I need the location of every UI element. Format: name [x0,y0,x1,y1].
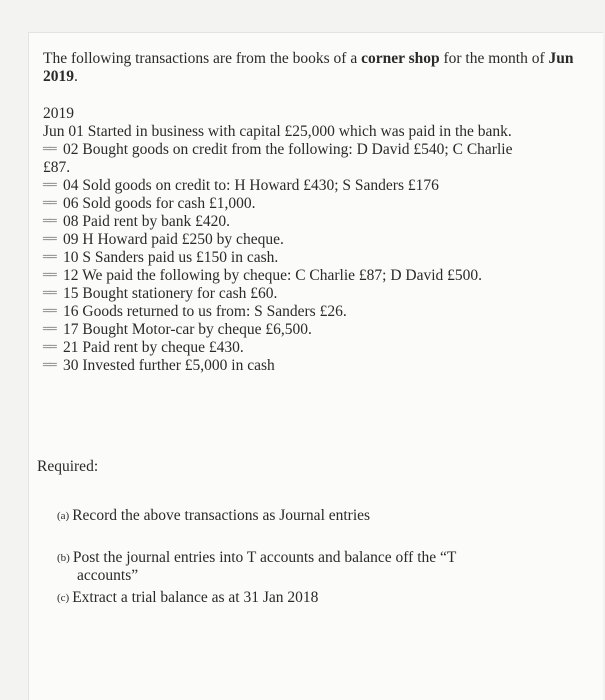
ditto-mark-icon: ══ [43,250,55,265]
transaction-text: 08 Paid rent by bank £420. [63,213,231,230]
intro-text-end: . [74,68,78,85]
intro-paragraph [43,50,588,86]
ditto-mark-icon: ══ [43,322,55,337]
required-heading: Required: [37,458,99,475]
transaction-text: 16 Goods returned to us from: S Sanders £26. [63,303,347,320]
intro-subject: corner shop [361,50,440,67]
transaction-row [43,267,588,285]
transaction-text: 02 Bought goods on credit from the following: D David £540; C Charlie [63,141,513,158]
transaction-row [43,213,588,231]
transaction-text: 04 Sold goods on credit to: H Howard £430; S Sanders £176 [63,177,439,194]
transaction-text: 12 We paid the following by cheque: C Charlie £87; D David £500. [63,267,483,284]
intro-text-middle: for the month of [439,50,549,67]
question-body [43,50,588,375]
requirement-b [57,549,557,585]
ditto-mark-icon: ══ [43,340,55,355]
transaction-row [43,285,588,303]
requirement-text: Extract a trial balance as at 31 Jan 2018 [72,589,319,606]
ditto-mark-icon: ══ [43,304,55,319]
transaction-row [43,141,588,159]
requirement-letter: (a) [57,510,70,522]
ditto-mark-icon: ══ [43,142,55,157]
ditto-mark-icon: ══ [43,214,55,229]
transaction-row-continued: £87. [43,159,71,176]
transaction-row [43,303,588,321]
transaction-text: 21 Paid rent by cheque £430. [63,339,244,356]
ditto-mark-icon: ══ [43,178,55,193]
transaction-row [43,177,588,195]
intro-period: Jun 2019 [43,50,574,85]
transaction-text: 06 Sold goods for cash £1,000. [63,195,256,212]
transaction-text: 10 S Sanders paid us £150 in cash. [63,249,279,266]
year-heading: 2019 [43,105,74,122]
requirement-a [57,507,557,525]
transaction-text: 15 Bought stationery for cash £60. [63,285,278,302]
requirement-text: Post the journal entries into T accounts and balance off the “T [72,549,457,566]
transaction-row [43,231,588,249]
transaction-row [43,339,588,357]
ditto-mark-icon: ══ [43,232,55,247]
requirement-text-continued: accounts” [77,567,139,584]
intro-text: The following transactions are from the books of a [43,50,362,67]
requirement-letter: (b) [57,552,70,564]
transaction-text: 30 Invested further £5,000 in cash [63,357,275,374]
transaction-row [43,249,588,267]
ditto-mark-icon: ══ [43,286,55,301]
transaction-row [43,195,588,213]
requirement-text: Record the above transactions as Journal entries [72,507,371,524]
ditto-mark-icon: ══ [43,196,55,211]
requirement-letter: (c) [57,592,70,604]
requirement-c [57,589,557,607]
transaction-text: 17 Bought Motor-car by cheque £6,500. [63,321,312,338]
ditto-mark-icon: ══ [43,268,55,283]
transaction-jun-01: Jun 01 Started in business with capital £25,000 which was paid in the bank. [43,123,512,140]
transaction-row [43,321,588,339]
transaction-text: 09 H Howard paid £250 by cheque. [63,231,284,248]
transaction-row [43,357,588,375]
ditto-mark-icon: ══ [43,358,55,373]
